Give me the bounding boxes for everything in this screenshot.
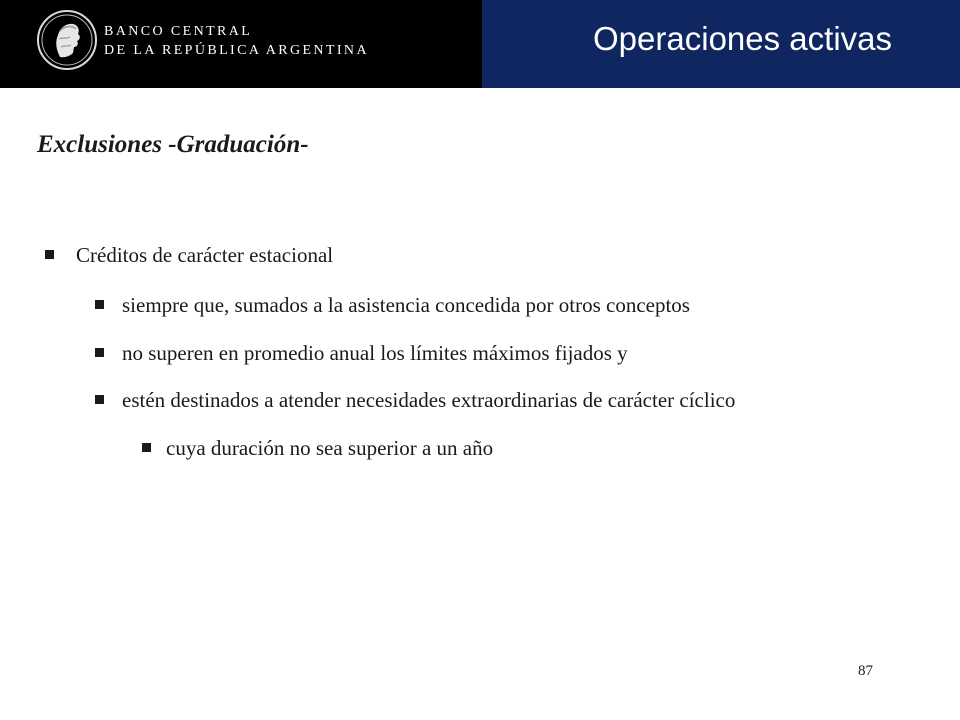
bank-name-line1: BANCO CENTRAL xyxy=(104,24,253,39)
bullet-item xyxy=(95,293,690,318)
bullet-text: Créditos de carácter estacional xyxy=(76,243,334,267)
square-bullet-icon xyxy=(95,395,104,404)
bullet-text: siempre que, sumados a la asistencia concedida por otros conceptos xyxy=(122,293,690,317)
square-bullet-icon xyxy=(95,348,104,357)
bullet-item xyxy=(95,341,628,366)
bank-name-line2: DE LA REPÚBLICA ARGENTINA xyxy=(104,43,369,58)
bcra-seal-icon xyxy=(36,9,98,71)
bullet-item xyxy=(142,436,493,461)
square-bullet-icon xyxy=(95,300,104,309)
page-number: 87 xyxy=(858,663,873,679)
slide-header xyxy=(0,0,960,88)
bullet-text: estén destinados a atender necesidades extraordinarias de carácter cíclico xyxy=(122,388,736,412)
bullet-text: no superen en promedio anual los límites máximos fijados y xyxy=(122,341,628,365)
square-bullet-icon xyxy=(45,250,54,259)
bullet-text: cuya duración no sea superior a un año xyxy=(166,436,494,460)
bullet-item xyxy=(95,388,735,413)
square-bullet-icon xyxy=(142,443,151,452)
bank-name xyxy=(104,22,369,60)
slide-title: Exclusiones -Graduación- xyxy=(37,131,309,158)
header-title: Operaciones activas xyxy=(593,20,892,57)
bullet-item xyxy=(45,243,333,268)
header-logo-band xyxy=(0,0,482,88)
